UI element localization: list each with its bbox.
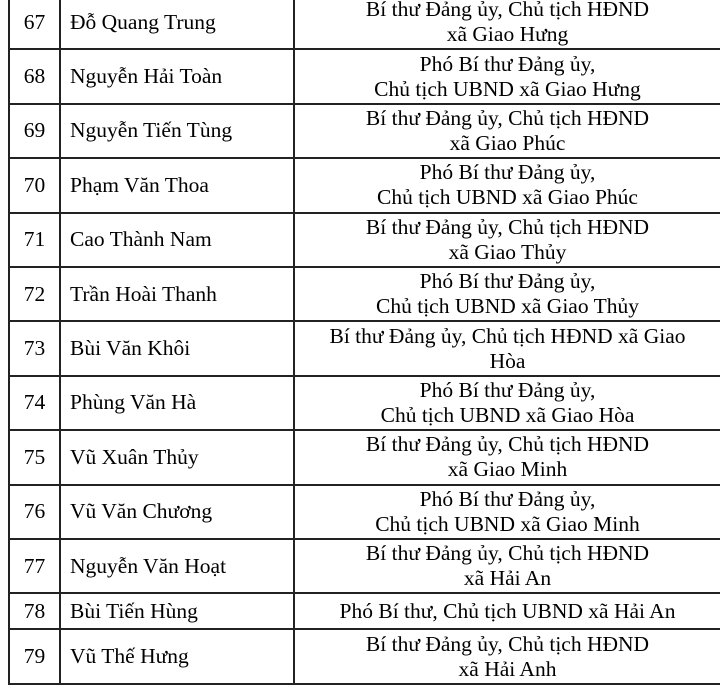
person-name: Phùng Văn Hà: [60, 376, 294, 430]
position-line: Bí thư Đảng ủy, Chủ tịch HĐND xã Giao: [329, 323, 686, 348]
position-line: Bí thư Đảng ủy, Chủ tịch HĐND: [365, 541, 650, 566]
position-line: Bí thư Đảng ủy, Chủ tịch HĐND: [365, 105, 650, 130]
position-line: Phó Bí thư Đảng ủy,: [419, 51, 596, 76]
person-name: Nguyễn Văn Hoạt: [60, 539, 294, 593]
position-line: Phó Bí thư, Chủ tịch UBND xã Hải An: [339, 598, 676, 623]
table-row: [9, 267, 720, 321]
position-line: xã Giao Hưng: [446, 22, 569, 47]
position-line: Bí thư Đảng ủy, Chủ tịch HĐND: [365, 631, 650, 656]
row-number: 73: [9, 321, 60, 375]
table-row: [9, 376, 720, 430]
position-line: Bí thư Đảng ủy, Chủ tịch HĐND: [365, 0, 650, 22]
person-name: Bùi Văn Khôi: [60, 321, 294, 375]
position-line: xã Giao Minh: [447, 457, 568, 482]
person-position: [294, 539, 720, 593]
person-position: [294, 267, 720, 321]
position-line: Phó Bí thư Đảng ủy,: [419, 269, 596, 294]
person-position: [294, 158, 720, 212]
table-row: [9, 593, 720, 629]
person-position: [294, 213, 720, 267]
person-name: Vũ Xuân Thủy: [60, 430, 294, 484]
table-row: [9, 485, 720, 539]
position-line: Chủ tịch UBND xã Giao Hòa: [380, 402, 635, 427]
table-row: [9, 430, 720, 484]
person-name: Trần Hoài Thanh: [60, 267, 294, 321]
position-line: Bí thư Đảng ủy, Chủ tịch HĐND: [365, 214, 650, 239]
table-row: [9, 321, 720, 375]
person-position: [294, 104, 720, 158]
personnel-table: [8, 0, 720, 685]
person-name: Phạm Văn Thoa: [60, 158, 294, 212]
row-number: 75: [9, 430, 60, 484]
row-number: 74: [9, 376, 60, 430]
person-position: [294, 376, 720, 430]
row-number: 78: [9, 593, 60, 629]
row-number: 69: [9, 104, 60, 158]
person-name: Bùi Tiến Hùng: [60, 593, 294, 629]
table-row: [9, 0, 720, 49]
position-line: xã Hải An: [463, 566, 552, 591]
position-line: Chủ tịch UBND xã Giao Minh: [375, 511, 640, 536]
person-position: [294, 593, 720, 629]
position-line: Chủ tịch UBND xã Giao Thủy: [376, 294, 639, 319]
position-line: Chủ tịch UBND xã Giao Phúc: [377, 185, 638, 210]
position-line: xã Giao Thủy: [448, 239, 567, 264]
person-name: Nguyễn Tiến Tùng: [60, 104, 294, 158]
position-line: xã Giao Phúc: [449, 130, 566, 155]
position-line: Bí thư Đảng ủy, Chủ tịch HĐND: [365, 432, 650, 457]
table-row: [9, 49, 720, 103]
person-position: [294, 0, 720, 49]
position-line: xã Hải Anh: [458, 656, 557, 681]
row-number: 72: [9, 267, 60, 321]
position-line: Chủ tịch UBND xã Giao Hưng: [374, 76, 641, 101]
table-row: [9, 539, 720, 593]
person-name: Cao Thành Nam: [60, 213, 294, 267]
table-row: [9, 629, 720, 684]
row-number: 68: [9, 49, 60, 103]
row-number: 70: [9, 158, 60, 212]
row-number: 76: [9, 485, 60, 539]
person-position: [294, 430, 720, 484]
position-line: Phó Bí thư Đảng ủy,: [419, 160, 596, 185]
person-position: [294, 485, 720, 539]
person-name: Đỗ Quang Trung: [60, 0, 294, 49]
position-line: Hòa: [489, 348, 526, 373]
position-line: Phó Bí thư Đảng ủy,: [419, 377, 596, 402]
position-line: Phó Bí thư Đảng ủy,: [419, 486, 596, 511]
person-position: [294, 321, 720, 375]
person-position: [294, 629, 720, 684]
person-position: [294, 49, 720, 103]
row-number: 79: [9, 629, 60, 684]
person-name: Vũ Văn Chương: [60, 485, 294, 539]
person-name: Vũ Thế Hưng: [60, 629, 294, 684]
table-row: [9, 158, 720, 212]
table-row: [9, 213, 720, 267]
row-number: 71: [9, 213, 60, 267]
table-row: [9, 104, 720, 158]
row-number: 67: [9, 0, 60, 49]
row-number: 77: [9, 539, 60, 593]
person-name: Nguyễn Hải Toàn: [60, 49, 294, 103]
